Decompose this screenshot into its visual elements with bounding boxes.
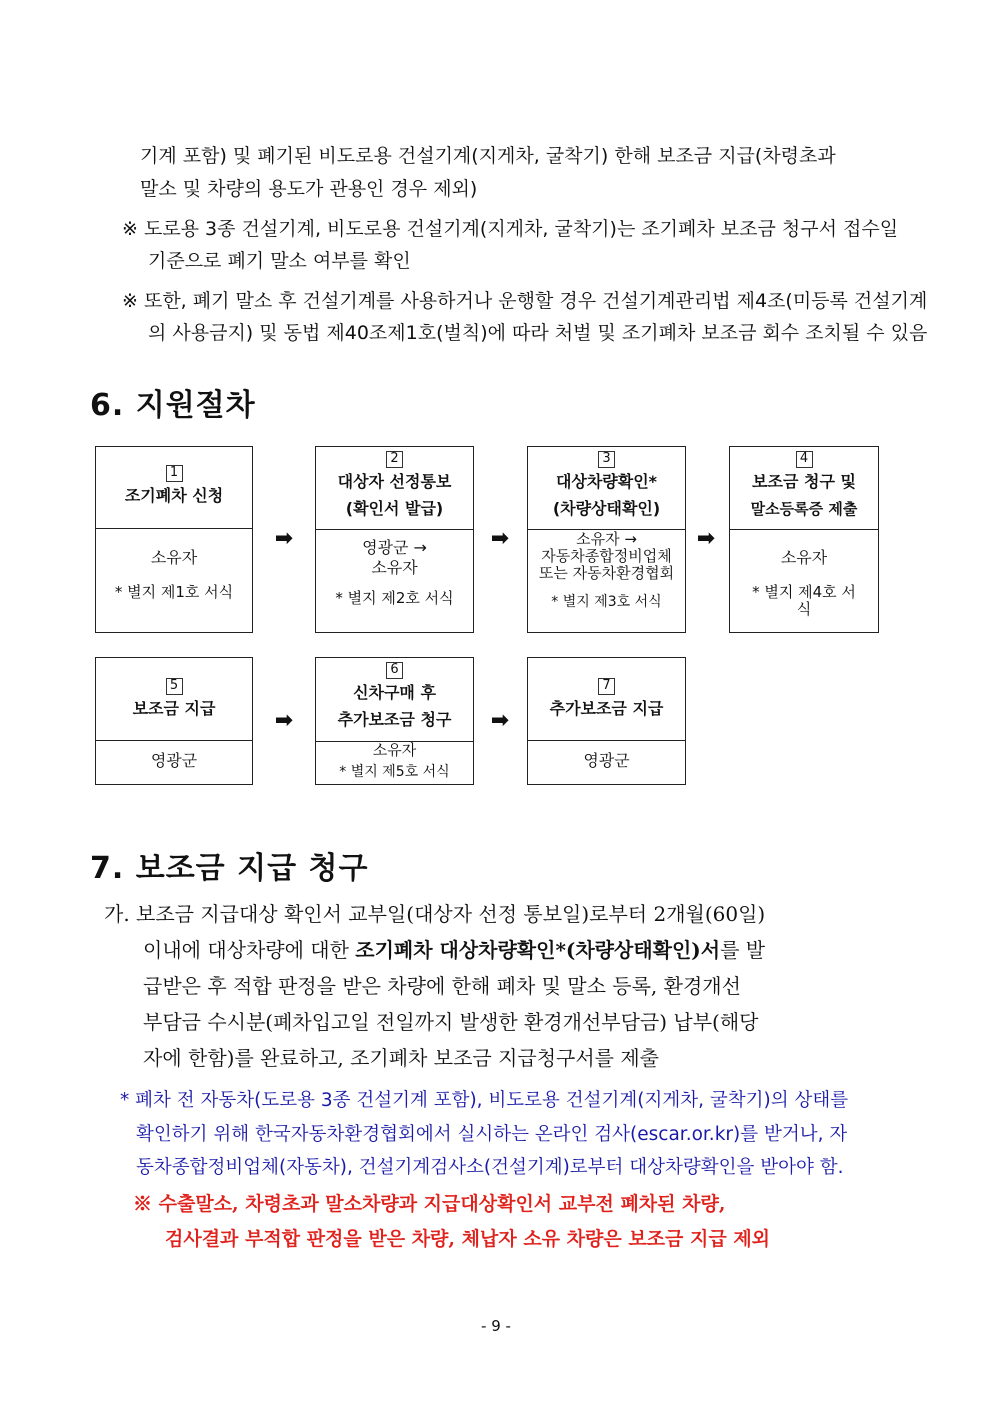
step-title: 추가보조금 지급 <box>549 699 664 718</box>
note-1-line-2: 기준으로 폐기 말소 여부를 확인 <box>148 250 411 272</box>
step-actor: 영광군 → <box>362 538 427 557</box>
claim-line-2-bold: 조기폐차 대상차량확인*(차량상태확인)서 <box>355 938 721 962</box>
step-subtitle: (차량상태확인) <box>552 499 661 518</box>
step-4-box <box>729 446 879 633</box>
warning-line-1: ※ 수출말소, 차령초과 말소차량과 지급대상확인서 교부전 폐차된 차량, <box>133 1193 726 1215</box>
claim-line-5: 자에 한함)를 완료하고, 조기폐차 보조금 지급청구서를 제출 <box>143 1046 659 1070</box>
flow-arrow-icon: ➡ <box>696 526 716 551</box>
step-6-box <box>315 657 474 785</box>
step-number: 1 <box>166 465 183 482</box>
claim-line-4: 부담금 수시분(폐차입고일 전일까지 발생한 환경개선부담금) 납부(해당 <box>143 1010 759 1034</box>
step-actor-3: 또는 자동차환경협회 <box>538 564 675 582</box>
step-number: 2 <box>386 451 403 468</box>
flow-arrow-icon: ➡ <box>274 708 294 733</box>
footnote-line-2: 확인하기 위해 한국자동차환경협회에서 실시하는 온라인 검사(escar.or.kr)를 받거나, 자 <box>136 1124 848 1145</box>
note-2-line-2: 의 사용금지) 및 동법 제40조제1호(벌칙)에 따라 처벌 및 조기폐차 보조금 회수 조치될 수 있음 <box>148 322 928 344</box>
claim-line-1: 가. 보조금 지급대상 확인서 교부일(대상자 선정 통보일)로부터 2개월(60일) <box>104 902 766 926</box>
page-number: - 9 - <box>481 1317 511 1335</box>
step-number: 5 <box>166 678 183 695</box>
step-title: 대상차량확인* <box>555 472 658 491</box>
step-number: 7 <box>598 678 615 695</box>
intro-line-2: 말소 및 차량의 용도가 관용인 경우 제외) <box>140 178 478 200</box>
claim-line-2 <box>143 935 765 965</box>
warning-line-2: 검사결과 부적합 판정을 받은 차량, 체납자 소유 차량은 보조금 지급 제외 <box>165 1228 771 1250</box>
intro-line-1: 기계 포함) 및 폐기된 비도로용 건설기계(지게차, 굴착기) 한해 보조금 지급(차령초과 <box>140 145 836 167</box>
step-number: 4 <box>796 451 813 468</box>
step-actor: 소유자 <box>372 741 417 759</box>
step-form: * 별지 제5호 서식 <box>339 764 450 780</box>
step-3-box <box>527 446 686 633</box>
section-6-title: 6. 지원절차 <box>90 388 256 423</box>
flow-arrow-icon: ➡ <box>490 708 510 733</box>
note-1-line-1: ※ 도로용 3종 건설기계, 비도로용 건설기계(지게차, 굴착기)는 조기폐차 보조금 청구서 접수일 <box>122 218 899 240</box>
step-actor-2: 자동차종합정비업체 <box>541 547 672 565</box>
flow-arrow-icon: ➡ <box>490 526 510 551</box>
step-subtitle: 추가보조금 청구 <box>337 710 452 729</box>
step-2-box <box>315 446 474 633</box>
step-actor: 소유자 <box>150 548 198 567</box>
section-7-title: 7. 보조금 지급 청구 <box>90 851 369 886</box>
step-form: * 별지 제3호 서식 <box>551 594 662 610</box>
step-subtitle: (확인서 발급) <box>345 499 444 518</box>
step-title: 대상자 선정통보 <box>337 472 452 491</box>
step-title: 보조금 지급 <box>132 699 216 718</box>
step-form: * 별지 제4호 서식 <box>752 583 856 618</box>
footnote-line-1: * 폐차 전 자동차(도로용 3종 건설기계 포함), 비도로용 건설기계(지게차, 굴착기)의 상태를 <box>120 1090 849 1111</box>
step-actor-2: 소유자 <box>371 558 418 577</box>
step-form: * 별지 제1호 서식 <box>114 583 234 601</box>
step-title: 조기폐차 신청 <box>124 486 224 505</box>
step-actor: 영광군 <box>150 751 198 770</box>
step-subtitle: 말소등록증 제출 <box>750 500 858 518</box>
step-form: * 별지 제2호 서식 <box>335 589 454 607</box>
step-actor: 소유자 <box>780 548 828 567</box>
step-number: 3 <box>598 451 615 468</box>
claim-line-2a: 이내에 대상차량에 대한 <box>143 938 356 962</box>
step-actor: 영광군 <box>583 751 630 770</box>
claim-line-2c: 를 발 <box>720 938 766 962</box>
step-actor: 소유자 → <box>576 530 637 548</box>
step-title: 신차구매 후 <box>353 683 436 702</box>
flow-arrow-icon: ➡ <box>274 526 294 551</box>
claim-line-3: 급받은 후 적합 판정을 받은 차량에 한해 폐차 및 말소 등록, 환경개선 <box>143 974 741 998</box>
note-2-line-1: ※ 또한, 폐기 말소 후 건설기계를 사용하거나 운행할 경우 건설기계관리법 제4조(미등록 건설기계 <box>122 290 928 312</box>
step-5-box <box>95 657 253 785</box>
step-7-box <box>527 657 686 785</box>
footnote-line-3: 동차종합정비업체(자동차), 건설기계검사소(건설기계)로부터 대상차량확인을 받아야 함. <box>136 1157 844 1178</box>
step-1-box <box>95 446 253 633</box>
step-number: 6 <box>386 662 403 679</box>
step-title: 보조금 청구 및 <box>752 472 856 491</box>
